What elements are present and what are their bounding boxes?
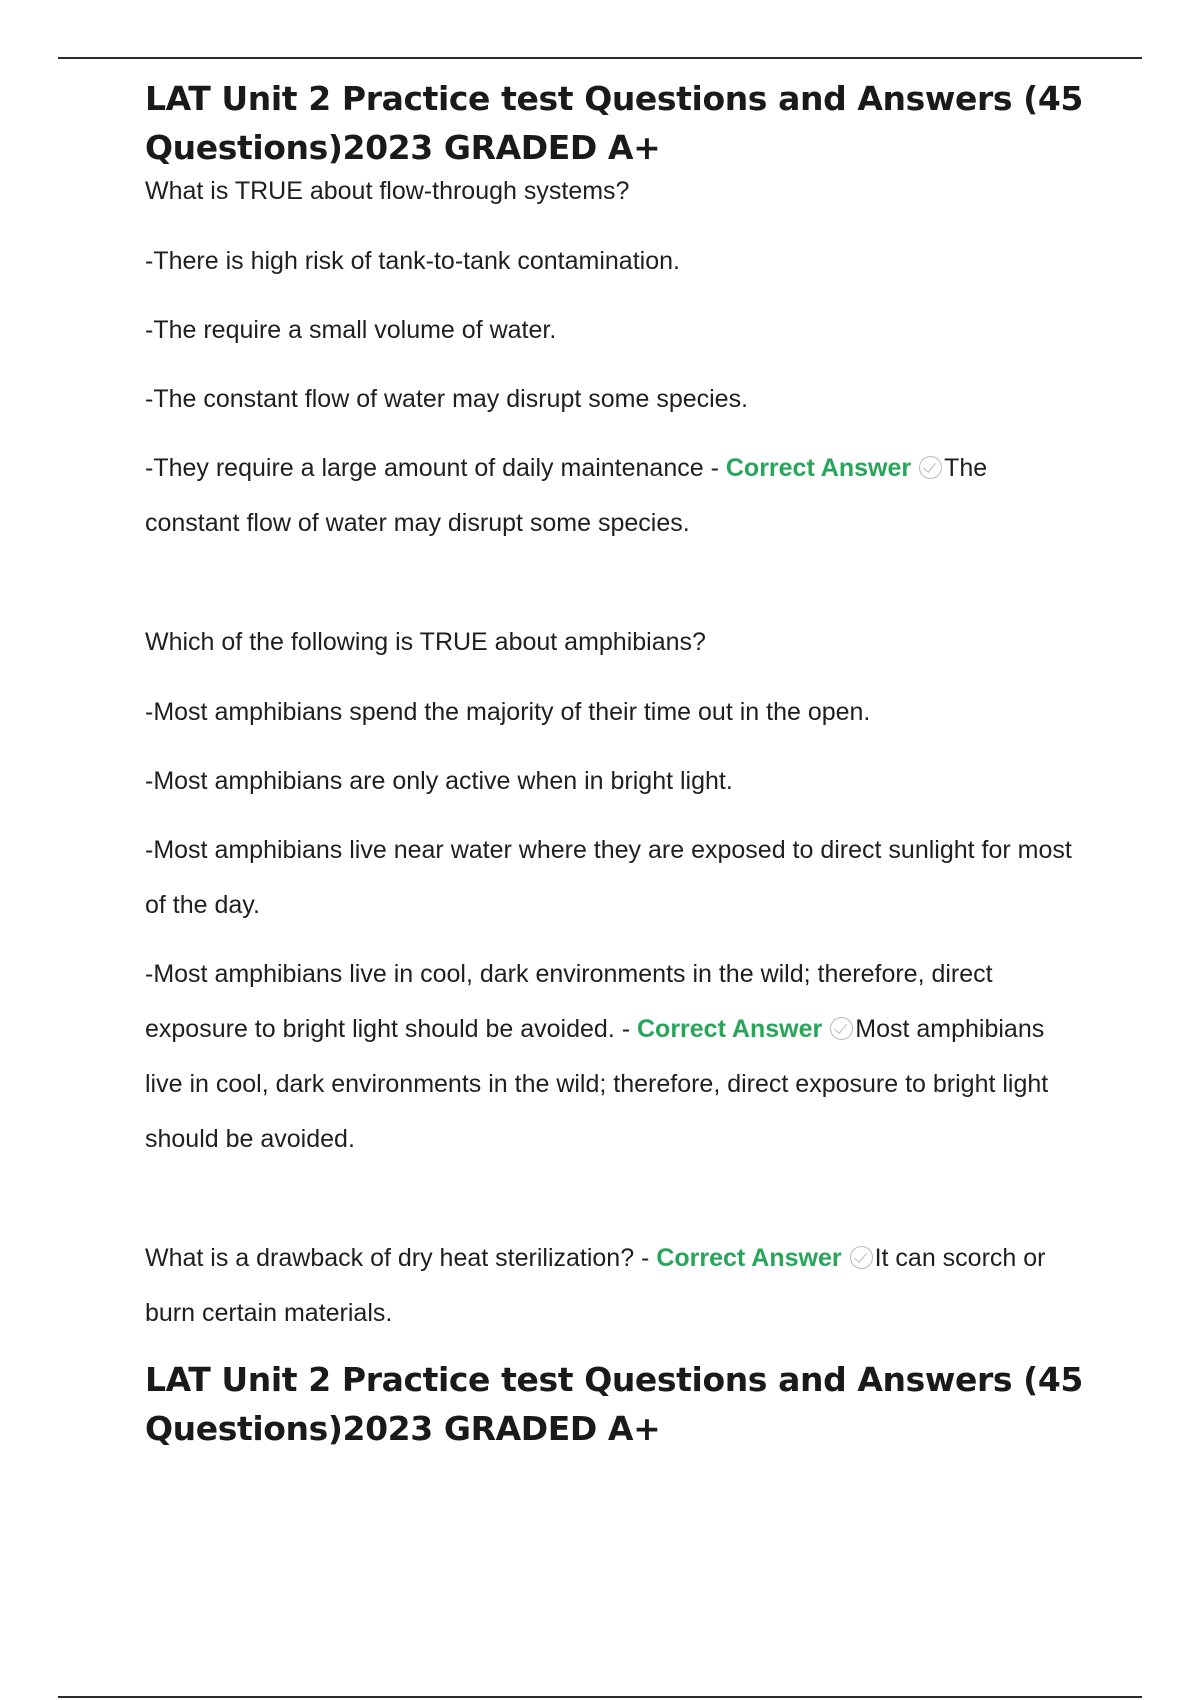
spacer	[145, 1167, 1085, 1231]
question-block-1	[145, 164, 1085, 551]
answer-option-with-answer	[145, 441, 1085, 551]
correct-answer-text: It can scorch or burn certain materials.	[145, 1244, 1046, 1327]
answer-option-text: -Most amphibians live in cool, dark environments in the wild; therefore, direct exposure to bright light should be avoided. -	[145, 960, 993, 1043]
answer-option: -The require a small volume of water.	[145, 316, 557, 344]
correct-answer-label: Correct Answer	[637, 1015, 823, 1043]
question-text: What is TRUE about flow-through systems?	[145, 177, 630, 205]
question-text: Which of the following is TRUE about amphibians?	[145, 628, 706, 656]
document-title: LAT Unit 2 Practice test Questions and Answers (45 Questions)2023 GRADED A+	[145, 79, 1083, 167]
correct-answer-label: Correct Answer	[725, 454, 912, 482]
answer-option: -The constant flow of water may disrupt some species.	[145, 385, 749, 413]
correct-answer-text: The constant flow of water may disrupt some species.	[145, 454, 988, 537]
check-circle-icon	[830, 1017, 853, 1040]
question-text: What is a drawback of dry heat sterilization? -	[145, 1244, 650, 1272]
correct-answer-label: Correct Answer	[656, 1244, 842, 1272]
answer-option: -There is high risk of tank-to-tank contamination.	[145, 247, 680, 275]
document-body	[145, 74, 1085, 1453]
answer-option-text: -They require a large amount of daily maintenance -	[145, 454, 719, 482]
check-circle-icon	[919, 456, 942, 479]
answer-option: -Most amphibians are only active when in bright light.	[145, 767, 733, 795]
correct-answer-text: Most amphibians live in cool, dark environments in the wild; therefore, direct exposure to bright light should be avoided.	[145, 1015, 1049, 1153]
document-title-repeat: LAT Unit 2 Practice test Questions and Answers (45 Questions)2023 GRADED A+	[145, 1360, 1083, 1448]
question-with-answer	[145, 1231, 1085, 1341]
answer-option: -Most amphibians live near water where they are exposed to direct sunlight for most of the day.	[145, 836, 1072, 919]
top-divider	[58, 57, 1142, 59]
check-circle-icon	[850, 1246, 873, 1269]
question-block-3	[145, 1231, 1085, 1341]
answer-option: -Most amphibians spend the majority of their time out in the open.	[145, 698, 871, 726]
question-block-2	[145, 615, 1085, 1167]
answer-option-with-answer	[145, 947, 1085, 1167]
spacer	[145, 551, 1085, 615]
bottom-divider	[58, 1696, 1142, 1698]
